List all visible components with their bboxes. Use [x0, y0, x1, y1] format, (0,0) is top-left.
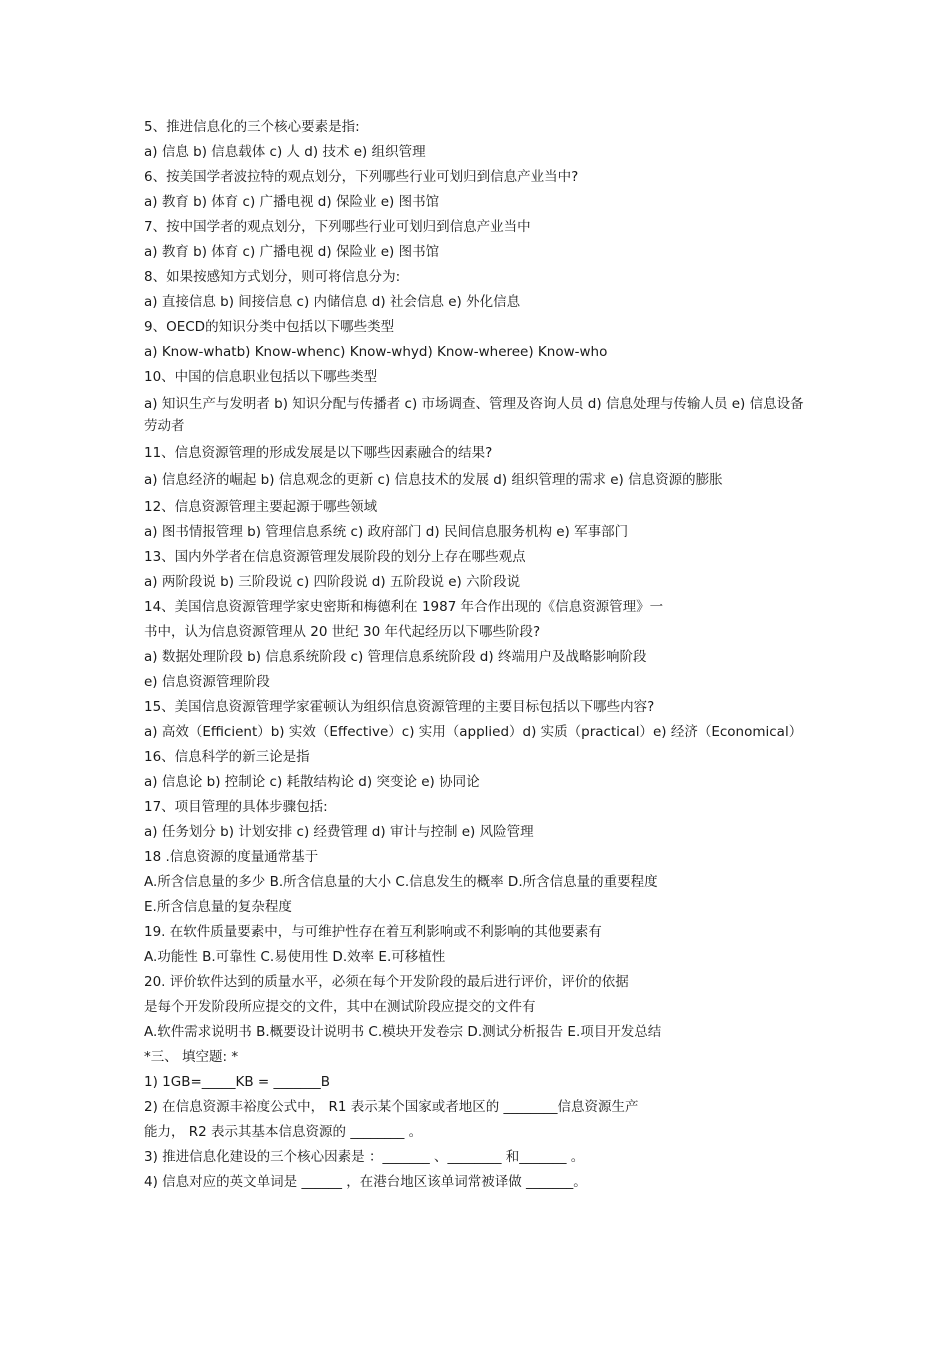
options-20: A.软件需求说明书 B.概要设计说明书 C.模块开发卷宗 D.测试分析报告 E.项目开发总结 — [144, 1024, 662, 1040]
question-5: 5、推进信息化的三个核心要素是指: — [144, 119, 360, 135]
options-8: a) 直接信息 b) 间接信息 c) 内储信息 d) 社会信息 e) 外化信息 — [144, 294, 521, 310]
question-6: 6、按美国学者波拉特的观点划分，下列哪些行业可划归到信息产业当中? — [144, 169, 579, 185]
question-20-line-1: 20. 评价软件达到的质量水平，必须在每个开发阶段的最后进行评价，评价的依据 — [144, 974, 629, 990]
options-18-line-2: E.所含信息量的复杂程度 — [144, 899, 292, 915]
options-5: a) 信息 b) 信息载体 c) 人 d) 技术 e) 组织管理 — [144, 144, 426, 160]
question-12: 12、信息资源管理主要起源于哪些领域 — [144, 499, 378, 515]
question-14-line-2: 书中，认为信息资源管理从 20 世纪 30 年代起经历以下哪些阶段? — [144, 624, 541, 640]
question-11: 11、信息资源管理的形成发展是以下哪些因素融合的结果? — [144, 445, 493, 461]
options-7: a) 教育 b) 体育 c) 广播电视 d) 保险业 e) 图书馆 — [144, 244, 440, 260]
options-17: a) 任务划分 b) 计划安排 c) 经费管理 d) 审计与控制 e) 风险管理 — [144, 824, 534, 840]
question-15: 15、美国信息资源管理学家霍顿认为组织信息资源管理的主要目标包括以下哪些内容? — [144, 699, 655, 715]
question-list — [144, 118, 814, 1198]
fill-blank-3: 3) 推进信息化建设的三个核心因素是 ：_______ 、________ 和_______ 。 — [144, 1149, 585, 1165]
question-19: 19. 在软件质量要素中，与可维护性存在着互利影响或不利影响的其他要素有 — [144, 924, 602, 940]
question-17: 17、项目管理的具体步骤包括: — [144, 799, 328, 815]
options-18-line-1: A.所含信息量的多少 B.所含信息量的大小 C.信息发生的概率 D.所含信息量的重要程度 — [144, 874, 658, 890]
fill-blank-4: 4) 信息对应的英文单词是 ______ ，在港台地区该单词常被译做 _______。 — [144, 1174, 587, 1190]
question-13: 13、国内外学者在信息资源管理发展阶段的划分上存在哪些观点 — [144, 549, 526, 565]
question-7: 7、按中国学者的观点划分，下列哪些行业可划归到信息产业当中 — [144, 219, 531, 235]
question-8: 8、如果按感知方式划分，则可将信息分为: — [144, 269, 401, 285]
question-16: 16、信息科学的新三论是指 — [144, 749, 310, 765]
fill-blank-2-line-1: 2) 在信息资源丰裕度公式中， R1 表示某个国家或者地区的 ________信息资源生产 — [144, 1099, 639, 1115]
options-16: a) 信息论 b) 控制论 c) 耗散结构论 d) 突变论 e) 协同论 — [144, 774, 480, 790]
question-9: 9、OECD的知识分类中包括以下哪些类型 — [144, 319, 395, 335]
options-9: a) Know-whatb) Know-whenc) Know-whyd) Know-wheree) Know-who — [144, 344, 608, 360]
question-14-line-1: 14、美国信息资源管理学家史密斯和梅德利在 1987 年合作出现的《信息资源管理》一 — [144, 599, 664, 615]
question-20-line-2: 是每个开发阶段所应提交的文件，其中在测试阶段应提交的文件有 — [144, 999, 536, 1015]
options-11: a) 信息经济的崛起 b) 信息观念的更新 c) 信息技术的发展 d) 组织管理的需求 e) 信息资源的膨胀 — [144, 472, 723, 488]
question-10: 10、中国的信息职业包括以下哪些类型 — [144, 369, 378, 385]
options-12: a) 图书情报管理 b) 管理信息系统 c) 政府部门 d) 民间信息服务机构 e) 军事部门 — [144, 524, 629, 540]
options-14-line-1: a) 数据处理阶段 b) 信息系统阶段 c) 管理信息系统阶段 d) 终端用户及战略影响阶段 — [144, 649, 647, 665]
options-13: a) 两阶段说 b) 三阶段说 c) 四阶段说 d) 五阶段说 e) 六阶段说 — [144, 574, 521, 590]
section-heading-fill-blank: *三、 填空题: * — [144, 1049, 239, 1065]
options-14-line-2: e) 信息资源管理阶段 — [144, 674, 270, 690]
options-6: a) 教育 b) 体育 c) 广播电视 d) 保险业 e) 图书馆 — [144, 194, 440, 210]
options-15: a) 高效（Efficient）b) 实效（Effective）c) 实用（applied）d) 实质（practical）e) 经济（Economical） — [144, 724, 803, 740]
fill-blank-2-line-2: 能力， R2 表示其基本信息资源的 ________ 。 — [144, 1124, 423, 1140]
options-10: a) 知识生产与发明者 b) 知识分配与传播者 c) 市场调查、管理及咨询人员 d) 信息处理与传输人员 e) 信息设备劳动者 — [144, 396, 804, 434]
options-19: A.功能性 B.可靠性 C.易使用性 D.效率 E.可移植性 — [144, 949, 446, 965]
question-18: 18 .信息资源的度量通常基于 — [144, 849, 319, 865]
fill-blank-1: 1) 1GB=_____KB = _______B — [144, 1074, 331, 1090]
